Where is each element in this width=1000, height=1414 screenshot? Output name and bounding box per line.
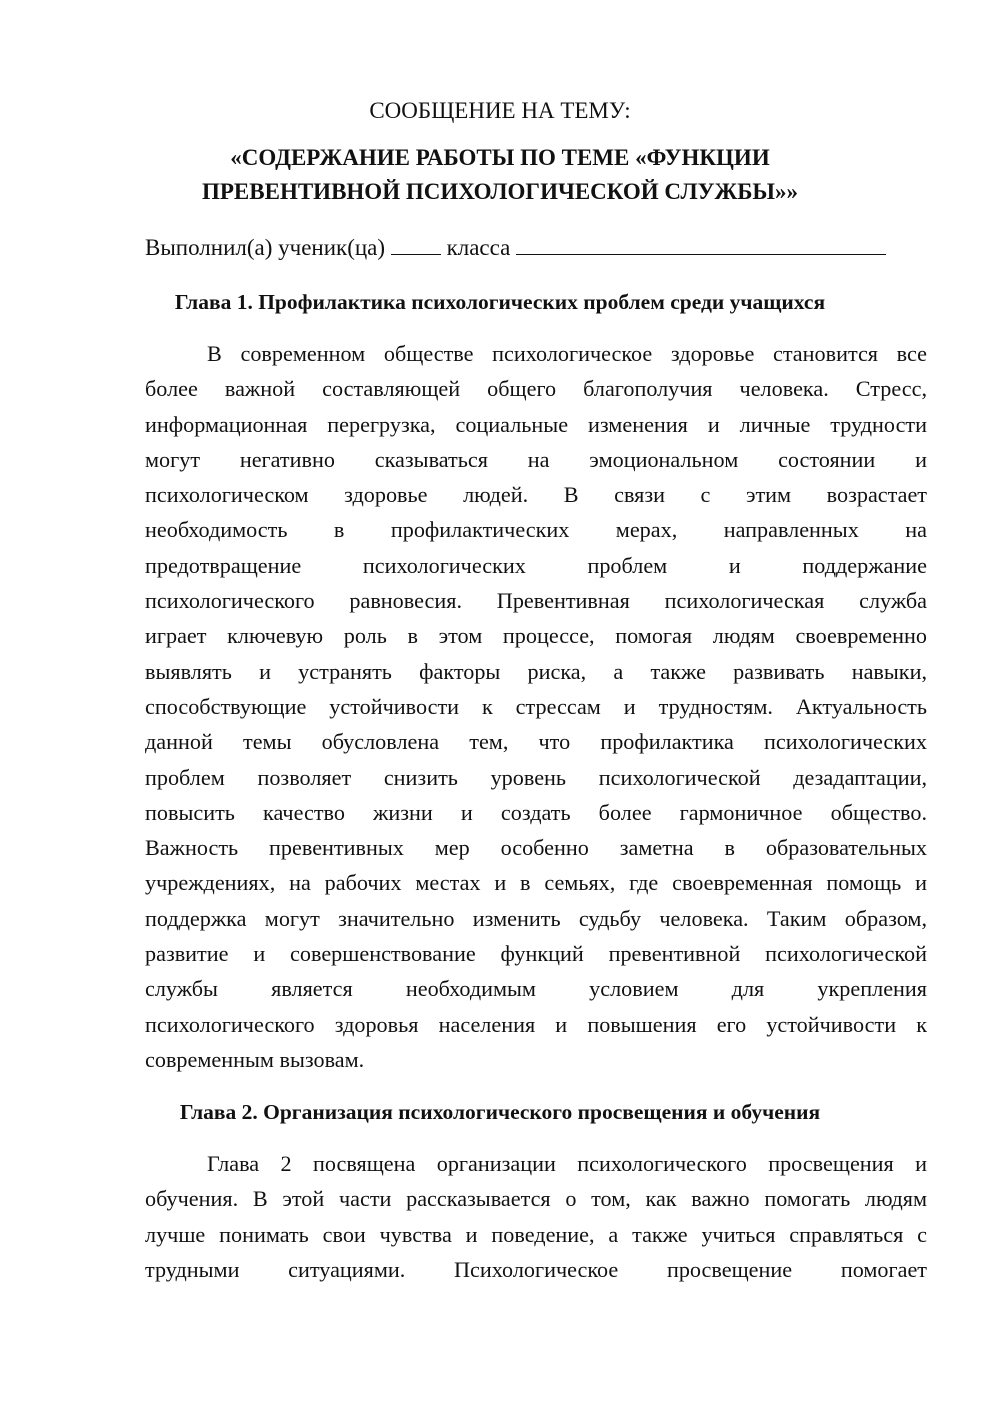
paragraph-line: Важность превентивных мер особенно заметна в образовательных xyxy=(145,835,927,861)
paragraph-line: более важной составляющей общего благополучия человека. Стресс, xyxy=(145,376,927,402)
paragraph-line: развитие и совершенствование функций превентивной психологической xyxy=(145,941,927,967)
paragraph-line: способствующие устойчивости к стрессам и трудностям. Актуальность xyxy=(145,693,927,719)
paragraph-line: играет ключевую роль в этом процессе, помогая людям своевременно xyxy=(145,623,927,649)
document-title-line-2: ПРЕВЕНТИВНОЙ ПСИХОЛОГИЧЕСКОЙ СЛУЖБЫ»» xyxy=(201,179,799,204)
student-name-blank-field[interactable] xyxy=(516,232,886,255)
student-info-line xyxy=(145,232,886,263)
document-kicker: СООБЩЕНИЕ НА ТЕМУ: xyxy=(369,98,631,123)
paragraph-line: могут негативно сказываться на эмоциональном состоянии и xyxy=(145,446,927,472)
class-label: класса xyxy=(446,235,511,260)
paragraph-line: службы является необходимым условием для укрепления xyxy=(145,976,927,1002)
paragraph-line: предотвращение психологических проблем и поддержание xyxy=(145,552,927,578)
chapter-2-paragraph xyxy=(145,1146,927,1287)
chapter-1-heading: Глава 1. Профилактика психологических проблем среди учащихся xyxy=(174,290,826,314)
paragraph-line: поддержка могут значительно изменить судьбу человека. Таким образом, xyxy=(145,905,927,931)
document-title-line-1: «СОДЕРЖАНИЕ РАБОТЫ ПО ТЕМЕ «ФУНКЦИИ xyxy=(230,145,770,170)
paragraph-line: психологического здоровья населения и повышения его устойчивости к xyxy=(145,1011,927,1037)
paragraph-line: необходимость в профилактических мерах, направленных на xyxy=(145,517,927,543)
chapter-2-heading: Глава 2. Организация психологического просвещения и обучения xyxy=(179,1100,821,1124)
paragraph-line: Глава 2 посвящена организации психологического просвещения и xyxy=(207,1151,927,1176)
paragraph-line: повысить качество жизни и создать более гармоничное общество. xyxy=(145,799,927,825)
paragraph-line: современным вызовам. xyxy=(145,1046,365,1072)
paragraph-line: информационная перегрузка, социальные изменения и личные трудности xyxy=(145,411,927,437)
grade-blank-field[interactable] xyxy=(391,232,441,255)
paragraph-line: психологическом здоровье людей. В связи с этим возрастает xyxy=(145,482,927,508)
paragraph-line: обучения. В этой части рассказывается о том, как важно помогать людям xyxy=(145,1186,927,1212)
paragraph-line: В современном обществе психологическое здоровье становится все xyxy=(207,341,927,366)
paragraph-line: лучше понимать свои чувства и поведение, а также учиться справляться с xyxy=(145,1221,927,1247)
performed-by-label: Выполнил(а) ученик(ца) xyxy=(145,235,386,260)
paragraph-line: проблем позволяет снизить уровень психологической дезадаптации, xyxy=(145,764,927,790)
paragraph-line: учреждениях, на рабочих местах и в семьях, где своевременная помощь и xyxy=(145,870,927,896)
paragraph-line: психологического равновесия. Превентивная психологическая служба xyxy=(145,588,927,614)
paragraph-line: трудными ситуациями. Психологическое просвещение помогает xyxy=(145,1256,927,1282)
paragraph-line: выявлять и устранять факторы риска, а также развивать навыки, xyxy=(145,658,927,684)
chapter-1-paragraph xyxy=(145,336,927,1077)
paragraph-line: данной темы обусловлена тем, что профилактика психологических xyxy=(145,729,927,755)
